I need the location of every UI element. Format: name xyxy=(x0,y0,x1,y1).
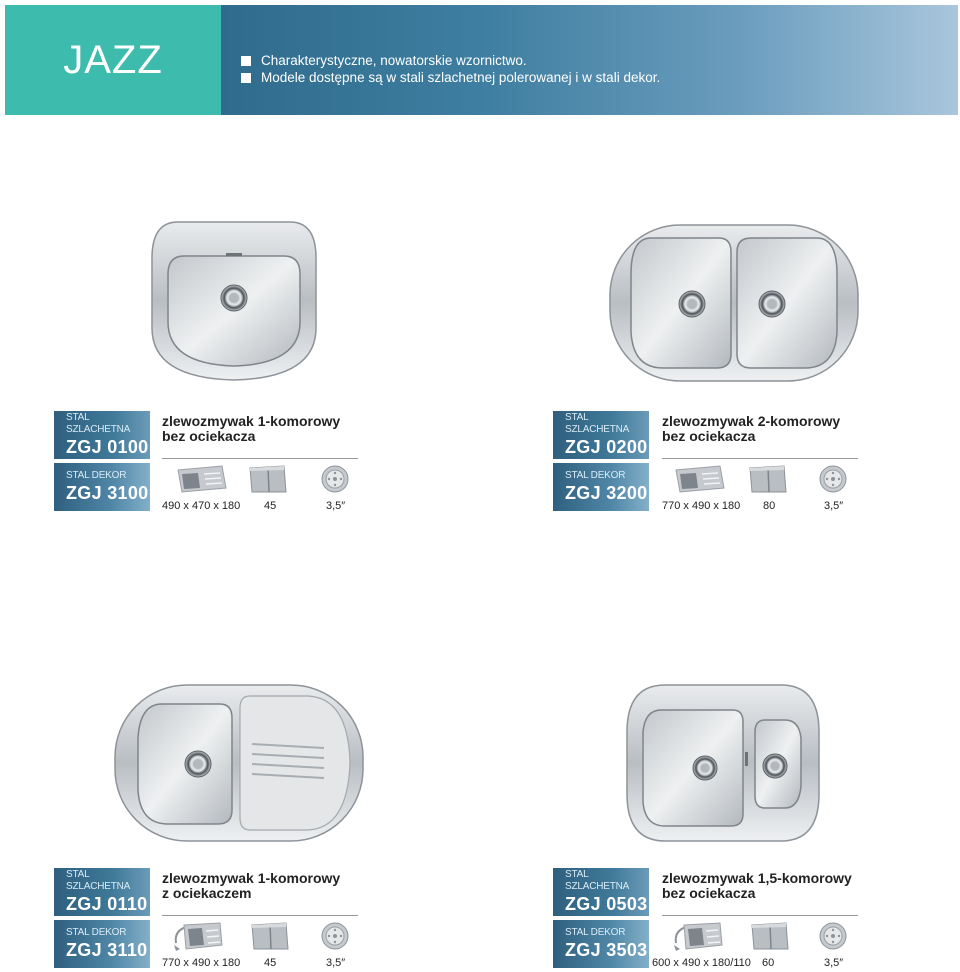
material-label: STAL SZLACHETNA xyxy=(66,869,131,892)
sink-with-drainer-icon xyxy=(112,682,366,844)
dekor-label-block xyxy=(553,920,649,968)
product-description xyxy=(662,871,852,901)
description-line: bez ociekacza xyxy=(662,428,756,444)
spec-drain: 3,5″ xyxy=(326,500,346,512)
dekor-label-block xyxy=(54,920,150,968)
steel-label-block xyxy=(54,868,150,916)
description-line: bez ociekacza xyxy=(162,428,256,444)
spec-dimensions: 600 x 490 x 180/110 xyxy=(652,957,751,969)
brand-title: JAZZ xyxy=(63,37,163,82)
cabinet-icon xyxy=(748,464,788,494)
material-label: STAL SZLACHETNA xyxy=(565,869,630,892)
description-line: zlewozmywak 2-komorowy xyxy=(662,413,841,429)
product-code: ZGJ 3503 xyxy=(565,940,648,960)
product-code: ZGJ 3110 xyxy=(66,940,148,960)
drain-strainer-icon xyxy=(320,464,350,494)
cabinet-icon xyxy=(250,921,290,951)
bullet-square-icon xyxy=(241,73,251,83)
steel-label-block xyxy=(553,868,649,916)
description-divider xyxy=(162,915,358,916)
spec-icons xyxy=(674,464,864,496)
spec-icons xyxy=(172,921,362,953)
spec-cabinet: 60 xyxy=(762,957,775,969)
feature-banner xyxy=(221,5,958,115)
sink-installation-icon xyxy=(672,921,724,953)
feature-bullet xyxy=(241,69,958,86)
cabinet-icon xyxy=(750,921,790,951)
spec-icons xyxy=(176,464,366,496)
product-code: ZGJ 0200 xyxy=(565,437,648,457)
double-bowl-sink-icon xyxy=(607,222,861,384)
description-line: zlewozmywak 1,5-komorowy xyxy=(662,870,852,886)
sink-installation-icon xyxy=(674,464,726,494)
product-code: ZGJ 0110 xyxy=(66,894,148,914)
spec-drain: 3,5″ xyxy=(824,500,844,512)
description-line: bez ociekacza xyxy=(662,885,756,901)
bullet-square-icon xyxy=(241,56,251,66)
drain-strainer-icon xyxy=(818,921,848,951)
product-description xyxy=(162,871,340,901)
description-divider xyxy=(662,915,858,916)
header-banner xyxy=(5,5,958,115)
material-label: STAL SZLACHETNA xyxy=(66,412,131,435)
description-divider xyxy=(162,458,358,459)
material-label: STAL DEKOR xyxy=(565,470,626,481)
steel-label-block xyxy=(553,411,649,459)
product-description xyxy=(162,414,340,444)
feature-bullet xyxy=(241,52,958,69)
one-and-half-bowl-sink-icon xyxy=(625,682,821,844)
spec-icons xyxy=(672,921,862,953)
sink-installation-icon xyxy=(176,464,228,494)
product-image-zgj-0100 xyxy=(148,218,320,384)
steel-label-block xyxy=(54,411,150,459)
feature-text: Charakterystyczne, nowatorskie wzornictwo. xyxy=(261,53,527,68)
spec-cabinet: 80 xyxy=(763,500,776,512)
material-label: STAL SZLACHETNA xyxy=(565,412,630,435)
sink-installation-icon xyxy=(172,921,224,953)
cabinet-icon xyxy=(248,464,288,494)
material-label: STAL DEKOR xyxy=(565,927,626,938)
product-image-zgj-0503 xyxy=(625,682,821,844)
product-code: ZGJ 0100 xyxy=(66,437,149,457)
spec-cabinet: 45 xyxy=(264,957,277,969)
spec-dimensions: 770 x 490 x 180 xyxy=(162,957,241,969)
description-line: zlewozmywak 1-komorowy xyxy=(162,870,341,886)
material-label: STAL DEKOR xyxy=(66,927,127,938)
drain-strainer-icon xyxy=(818,464,848,494)
product-code: ZGJ 3200 xyxy=(565,483,648,503)
product-code: ZGJ 0503 xyxy=(565,894,648,914)
product-image-zgj-0110 xyxy=(112,682,366,844)
product-code: ZGJ 3100 xyxy=(66,483,149,503)
spec-dimensions: 770 x 490 x 180 xyxy=(662,500,741,512)
dekor-label-block xyxy=(553,463,649,511)
spec-drain: 3,5″ xyxy=(326,957,346,969)
spec-cabinet: 45 xyxy=(264,500,277,512)
brand-block xyxy=(5,5,221,115)
description-line: z ociekaczem xyxy=(162,885,252,901)
material-label: STAL DEKOR xyxy=(66,470,127,481)
spec-dimensions: 490 x 470 x 180 xyxy=(162,500,241,512)
description-line: zlewozmywak 1-komorowy xyxy=(162,413,341,429)
dekor-label-block xyxy=(54,463,150,511)
drain-strainer-icon xyxy=(320,921,350,951)
product-description xyxy=(662,414,840,444)
spec-drain: 3,5″ xyxy=(824,957,844,969)
single-bowl-sink-icon xyxy=(148,218,320,384)
description-divider xyxy=(662,458,858,459)
feature-text: Modele dostępne są w stali szlachetnej polerowanej i w stali dekor. xyxy=(261,70,661,85)
product-image-zgj-0200 xyxy=(607,222,861,384)
